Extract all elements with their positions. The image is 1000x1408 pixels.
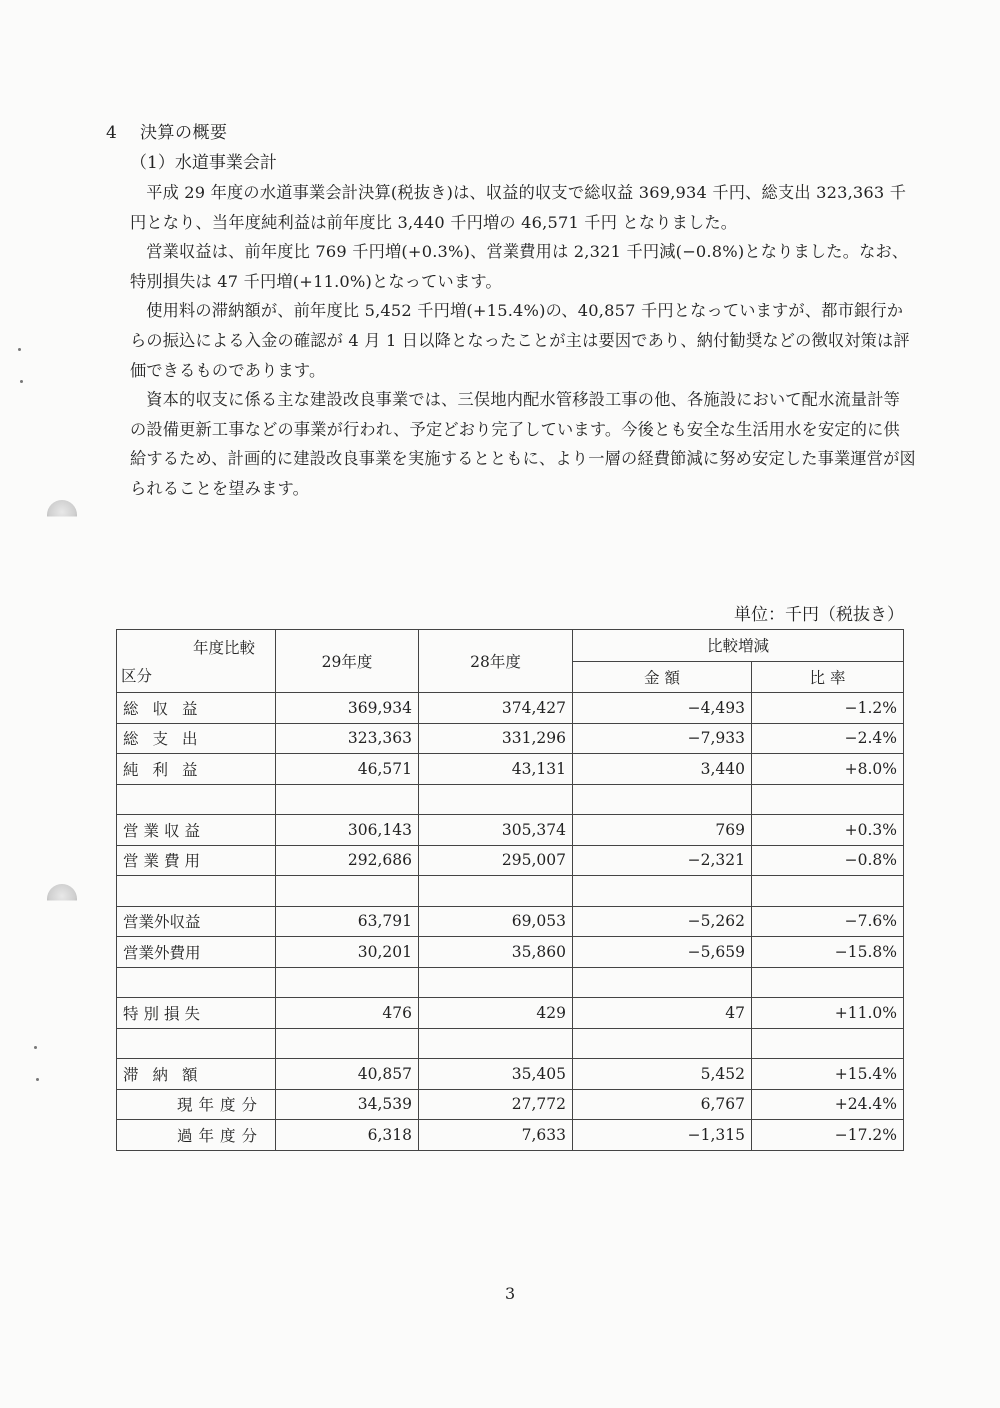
- body-text: [130, 178, 916, 504]
- cell-fy28: 374,427: [419, 693, 573, 724]
- corner-bottom-label: 区分: [121, 667, 153, 685]
- table-header-row: [117, 630, 904, 662]
- table-spacer-row: [117, 876, 904, 907]
- unit-note: 単位：千円（税抜き）: [734, 605, 904, 625]
- cell-fy29: 369,934: [276, 693, 419, 724]
- cell-ratio: −2.4%: [752, 723, 904, 754]
- cell-fy29: 476: [276, 998, 419, 1029]
- cell-ratio: +24.4%: [752, 1089, 904, 1120]
- row-label: 純利益: [117, 754, 276, 785]
- table-row: [117, 845, 904, 876]
- cell-amount: 47: [573, 998, 752, 1029]
- cell-ratio: −1.2%: [752, 693, 904, 724]
- row-label: 営業費用: [117, 845, 276, 876]
- row-label: 過年度分: [117, 1120, 276, 1151]
- cell-amount: 5,452: [573, 1059, 752, 1090]
- row-label: 総支出: [117, 723, 276, 754]
- cell-ratio: −0.8%: [752, 845, 904, 876]
- cell-amount: 3,440: [573, 754, 752, 785]
- cell-fy28: 7,633: [419, 1120, 573, 1151]
- subsection-heading: （1）水道事業会計: [130, 153, 277, 173]
- scan-speck: [36, 1078, 39, 1081]
- section-heading: [106, 118, 228, 143]
- cell-amount: −7,933: [573, 723, 752, 754]
- table-spacer-row: [117, 1028, 904, 1059]
- cell-amount: 769: [573, 815, 752, 846]
- paragraph: 平成 29 年度の水道事業会計決算(税抜き)は、収益的収支で総収益 369,934 千円、総支出 323,363 千円となり、当年度純利益は前年度比 3,440 千円増の 46,571 千円 となりました。: [130, 183, 907, 232]
- paragraph: 営業収益は、前年度比 769 千円増(+0.3%)、営業費用は 2,321 千円減(−0.8%)となりました。なお、特別損失は 47 千円増(+11.0%)となっています。: [130, 242, 909, 291]
- paragraph: 資本的収支に係る主な建設改良事業では、三俣地内配水管移設工事の他、各施設において配水流量計等の設備更新工事などの事業が行われ、予定どおり完了しています。今後とも安全な生活用水を安定的に供給するため、計画的に建設改良事業を実施するとともに、より一層の経費節減に努め安定した事業運営が図られることを望みます。: [130, 390, 916, 498]
- table-row: [117, 754, 904, 785]
- punch-hole-top: [47, 500, 77, 530]
- table-row: [117, 1059, 904, 1090]
- cell-fy29: 30,201: [276, 937, 419, 968]
- column-header-fy29: 29年度: [276, 630, 419, 693]
- cell-amount: −5,659: [573, 937, 752, 968]
- table-row: [117, 693, 904, 724]
- corner-header-cell: [117, 630, 276, 693]
- table-spacer-row: [117, 784, 904, 815]
- table-row: [117, 1089, 904, 1120]
- column-header-ratio: 比 率: [752, 661, 904, 693]
- punch-hole-bottom: [47, 884, 77, 914]
- table-row: [117, 906, 904, 937]
- paragraph: 使用料の滞納額が、前年度比 5,452 千円増(+15.4%)の、40,857 千円となっていますが、都市銀行からの振込による入金の確認が 4 月 1 日以降となったことが主は要因であり、納付勧奨などの徴収対策は評価できるものであります。: [130, 301, 910, 380]
- cell-fy29: 323,363: [276, 723, 419, 754]
- cell-ratio: +15.4%: [752, 1059, 904, 1090]
- table-row: [117, 937, 904, 968]
- row-label: 営業外費用: [117, 937, 276, 968]
- cell-fy29: 6,318: [276, 1120, 419, 1151]
- corner-top-label: 年度比較: [192, 639, 255, 657]
- column-header-diff: 比較増減: [573, 630, 904, 662]
- page-number: 3: [505, 1284, 516, 1303]
- scan-speck: [18, 348, 21, 351]
- cell-fy28: 305,374: [419, 815, 573, 846]
- cell-fy28: 27,772: [419, 1089, 573, 1120]
- cell-fy29: 40,857: [276, 1059, 419, 1090]
- cell-fy28: 331,296: [419, 723, 573, 754]
- row-label: 特別損失: [117, 998, 276, 1029]
- cell-ratio: +11.0%: [752, 998, 904, 1029]
- table-row: [117, 998, 904, 1029]
- column-header-amount: 金 額: [573, 661, 752, 693]
- cell-ratio: −7.6%: [752, 906, 904, 937]
- cell-amount: −2,321: [573, 845, 752, 876]
- section-number: 4: [106, 123, 118, 143]
- row-label: 滞納額: [117, 1059, 276, 1090]
- cell-fy28: 35,860: [419, 937, 573, 968]
- cell-fy29: 306,143: [276, 815, 419, 846]
- cell-ratio: +8.0%: [752, 754, 904, 785]
- cell-fy29: 63,791: [276, 906, 419, 937]
- row-label: 営業収益: [117, 815, 276, 846]
- scan-speck: [34, 1046, 37, 1049]
- table-spacer-row: [117, 967, 904, 998]
- cell-ratio: +0.3%: [752, 815, 904, 846]
- cell-amount: 6,767: [573, 1089, 752, 1120]
- cell-fy28: 69,053: [419, 906, 573, 937]
- column-header-fy28: 28年度: [419, 630, 573, 693]
- cell-ratio: −15.8%: [752, 937, 904, 968]
- row-label: 現年度分: [117, 1089, 276, 1120]
- cell-fy29: 34,539: [276, 1089, 419, 1120]
- financial-comparison-table: [116, 629, 904, 1151]
- scan-speck: [20, 380, 23, 383]
- table-row: [117, 815, 904, 846]
- table-row: [117, 1120, 904, 1151]
- row-label: 営業外収益: [117, 906, 276, 937]
- section-title: 決算の概要: [140, 123, 228, 143]
- row-label: 総収益: [117, 693, 276, 724]
- cell-fy28: 429: [419, 998, 573, 1029]
- cell-fy28: 295,007: [419, 845, 573, 876]
- cell-fy29: 292,686: [276, 845, 419, 876]
- cell-fy28: 35,405: [419, 1059, 573, 1090]
- cell-amount: −4,493: [573, 693, 752, 724]
- cell-amount: −5,262: [573, 906, 752, 937]
- cell-fy29: 46,571: [276, 754, 419, 785]
- cell-amount: −1,315: [573, 1120, 752, 1151]
- cell-fy28: 43,131: [419, 754, 573, 785]
- table-row: [117, 723, 904, 754]
- cell-ratio: −17.2%: [752, 1120, 904, 1151]
